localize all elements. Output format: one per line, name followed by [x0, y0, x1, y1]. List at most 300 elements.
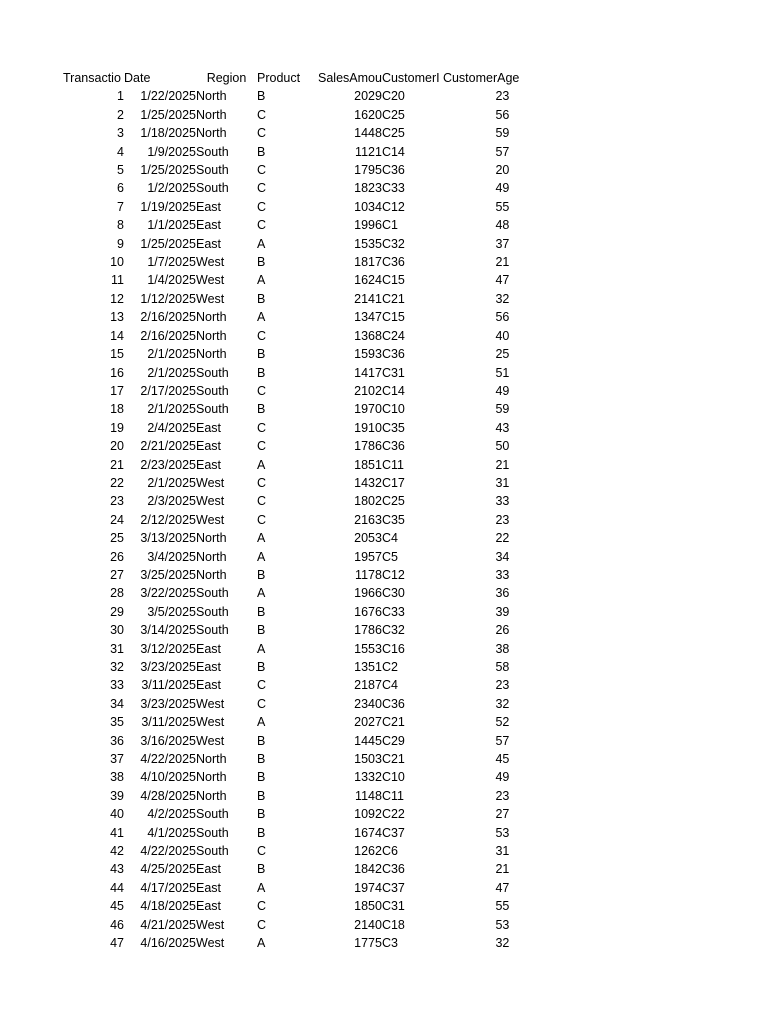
cell-date[interactable]: 4/10/2025 — [140, 770, 196, 785]
cell-region[interactable]: East — [196, 420, 222, 435]
cell-customer-age[interactable]: 55 — [495, 899, 510, 914]
cell-region[interactable]: West — [196, 475, 225, 490]
cell-product[interactable]: A — [257, 457, 266, 472]
cell-customer-id[interactable]: C30 — [381, 586, 405, 601]
cell-region[interactable]: South — [196, 163, 229, 178]
cell-transaction-id[interactable]: 29 — [110, 604, 124, 619]
cell-sales-amount[interactable]: 2027 — [354, 715, 382, 730]
cell-date[interactable]: 4/22/2025 — [140, 752, 196, 767]
cell-customer-age[interactable]: 53 — [495, 825, 510, 840]
cell-date[interactable]: 1/4/2025 — [147, 273, 196, 288]
cell-sales-amount[interactable]: 1974 — [354, 880, 382, 895]
cell-customer-id[interactable]: C33 — [381, 181, 405, 196]
cell-date[interactable]: 3/16/2025 — [140, 733, 196, 748]
cell-customer-age[interactable]: 49 — [495, 770, 510, 785]
cell-transaction-id[interactable]: 23 — [110, 494, 124, 509]
cell-customer-age[interactable]: 59 — [495, 402, 510, 417]
cell-sales-amount[interactable]: 1593 — [354, 347, 382, 362]
cell-sales-amount[interactable]: 1535 — [354, 236, 382, 251]
cell-region[interactable]: South — [196, 623, 229, 638]
cell-region[interactable]: North — [196, 567, 227, 582]
cell-date[interactable]: 4/22/2025 — [140, 844, 196, 859]
cell-customer-id[interactable]: C36 — [381, 439, 405, 454]
cell-product[interactable]: C — [257, 199, 267, 214]
cell-region[interactable]: North — [196, 531, 227, 546]
cell-product[interactable]: C — [257, 218, 267, 233]
cell-customer-id[interactable]: C25 — [381, 126, 405, 141]
cell-customer-age[interactable]: 32 — [495, 936, 510, 951]
cell-region[interactable]: South — [196, 807, 229, 822]
cell-transaction-id[interactable]: 19 — [110, 420, 124, 435]
cell-sales-amount[interactable]: 1092 — [354, 807, 382, 822]
cell-product[interactable]: C — [257, 917, 267, 932]
cell-transaction-id[interactable]: 6 — [117, 181, 124, 196]
cell-date[interactable]: 2/1/2025 — [147, 402, 196, 417]
cell-customer-age[interactable]: 50 — [495, 439, 510, 454]
cell-product[interactable]: A — [257, 715, 266, 730]
cell-date[interactable]: 4/16/2025 — [140, 936, 196, 951]
cell-sales-amount[interactable]: 1148 — [355, 788, 382, 803]
cell-transaction-id[interactable]: 24 — [110, 512, 124, 527]
cell-sales-amount[interactable]: 1417 — [354, 365, 382, 380]
cell-date[interactable]: 1/2/2025 — [147, 181, 196, 196]
cell-sales-amount[interactable]: 1775 — [354, 936, 382, 951]
cell-customer-age[interactable]: 55 — [495, 199, 510, 214]
cell-customer-age[interactable]: 32 — [495, 291, 510, 306]
cell-date[interactable]: 1/25/2025 — [140, 163, 196, 178]
cell-date[interactable]: 1/1/2025 — [147, 218, 196, 233]
cell-transaction-id[interactable]: 12 — [110, 291, 124, 306]
cell-region[interactable]: West — [196, 715, 225, 730]
cell-customer-id[interactable]: C21 — [381, 291, 405, 306]
cell-customer-id[interactable]: C36 — [381, 163, 405, 178]
cell-sales-amount[interactable]: 1910 — [354, 420, 382, 435]
cell-product[interactable]: B — [257, 862, 266, 877]
cell-customer-age[interactable]: 51 — [495, 365, 510, 380]
cell-date[interactable]: 2/4/2025 — [147, 420, 196, 435]
cell-sales-amount[interactable]: 1262 — [354, 844, 382, 859]
cell-date[interactable]: 4/25/2025 — [140, 862, 196, 877]
cell-customer-id[interactable]: C2 — [381, 660, 398, 674]
cell-region[interactable]: East — [196, 439, 222, 454]
cell-region[interactable]: East — [196, 218, 222, 233]
cell-product[interactable]: C — [257, 844, 267, 859]
cell-date[interactable]: 1/12/2025 — [140, 291, 196, 306]
cell-transaction-id[interactable]: 28 — [110, 586, 124, 601]
cell-customer-age[interactable]: 58 — [495, 660, 510, 674]
cell-customer-id[interactable]: C35 — [381, 420, 405, 435]
cell-region[interactable]: East — [196, 899, 222, 914]
cell-sales-amount[interactable]: 2102 — [354, 383, 382, 398]
cell-region[interactable]: South — [196, 365, 229, 380]
cell-transaction-id[interactable]: 7 — [117, 199, 124, 214]
cell-transaction-id[interactable]: 25 — [110, 531, 124, 546]
cell-date[interactable]: 3/11/2025 — [141, 715, 196, 730]
cell-date[interactable]: 2/23/2025 — [140, 457, 196, 472]
cell-customer-age[interactable]: 59 — [495, 126, 510, 141]
cell-transaction-id[interactable]: 3 — [117, 126, 124, 141]
cell-region[interactable]: South — [196, 844, 229, 859]
cell-region[interactable]: West — [196, 696, 225, 711]
cell-region[interactable]: West — [196, 917, 225, 932]
cell-product[interactable]: A — [257, 531, 266, 546]
cell-date[interactable]: 2/1/2025 — [147, 347, 196, 362]
cell-product[interactable]: A — [257, 273, 266, 288]
cell-product[interactable]: C — [257, 696, 267, 711]
cell-product[interactable]: B — [257, 402, 266, 417]
cell-sales-amount[interactable]: 1786 — [354, 439, 382, 454]
cell-product[interactable]: A — [257, 641, 266, 656]
cell-customer-id[interactable]: C32 — [381, 236, 405, 251]
cell-customer-age[interactable]: 21 — [495, 457, 510, 472]
cell-region[interactable]: East — [196, 236, 222, 251]
cell-sales-amount[interactable]: 1347 — [354, 310, 382, 325]
cell-date[interactable]: 3/4/2025 — [147, 549, 196, 564]
cell-product[interactable]: C — [257, 899, 267, 914]
cell-transaction-id[interactable]: 43 — [110, 862, 124, 877]
cell-customer-id[interactable]: C37 — [381, 825, 405, 840]
cell-product[interactable]: A — [257, 586, 266, 601]
cell-transaction-id[interactable]: 33 — [110, 678, 124, 693]
cell-transaction-id[interactable]: 32 — [110, 660, 124, 674]
cell-customer-id[interactable]: C11 — [381, 457, 404, 472]
cell-transaction-id[interactable]: 27 — [110, 567, 124, 582]
cell-transaction-id[interactable]: 4 — [117, 144, 124, 159]
cell-product[interactable]: C — [257, 475, 267, 490]
cell-date[interactable]: 4/2/2025 — [147, 807, 196, 822]
cell-customer-id[interactable]: C37 — [381, 880, 405, 895]
cell-date[interactable]: 3/14/2025 — [140, 623, 196, 638]
cell-customer-age[interactable]: 38 — [495, 641, 510, 656]
cell-transaction-id[interactable]: 17 — [110, 383, 124, 398]
cell-sales-amount[interactable]: 1970 — [354, 402, 382, 417]
cell-customer-age[interactable]: 52 — [495, 715, 510, 730]
cell-transaction-id[interactable]: 39 — [110, 788, 124, 803]
cell-product[interactable]: B — [257, 291, 266, 306]
cell-customer-age[interactable]: 23 — [495, 512, 510, 527]
cell-transaction-id[interactable]: 42 — [110, 844, 124, 859]
cell-region[interactable]: West — [196, 494, 225, 509]
cell-transaction-id[interactable]: 36 — [110, 733, 124, 748]
cell-date[interactable]: 3/12/2025 — [140, 641, 196, 656]
cell-date[interactable]: 1/25/2025 — [140, 236, 196, 251]
cell-product[interactable]: B — [257, 752, 266, 767]
cell-customer-age[interactable]: 34 — [495, 549, 510, 564]
cell-region[interactable]: West — [196, 291, 225, 306]
cell-customer-id[interactable]: C14 — [381, 383, 405, 398]
cell-sales-amount[interactable]: 1957 — [354, 549, 382, 564]
cell-transaction-id[interactable]: 38 — [110, 770, 124, 785]
cell-customer-id[interactable]: C17 — [381, 475, 405, 490]
cell-product[interactable]: B — [257, 89, 266, 104]
cell-customer-id[interactable]: C21 — [381, 715, 405, 730]
cell-customer-id[interactable]: C15 — [381, 310, 405, 325]
cell-customer-age[interactable]: 33 — [495, 567, 510, 582]
cell-customer-age[interactable]: 56 — [495, 310, 510, 325]
cell-region[interactable]: East — [196, 880, 222, 895]
cell-sales-amount[interactable]: 1121 — [355, 144, 382, 159]
header-customer-id[interactable]: CustomerI — [381, 71, 440, 85]
cell-sales-amount[interactable]: 1620 — [354, 107, 382, 122]
cell-customer-id[interactable]: C36 — [381, 696, 405, 711]
cell-product[interactable]: C — [257, 420, 267, 435]
cell-sales-amount[interactable]: 1553 — [354, 641, 382, 656]
cell-product[interactable]: C — [257, 512, 267, 527]
cell-sales-amount[interactable]: 1503 — [354, 752, 382, 767]
cell-date[interactable]: 3/22/2025 — [140, 586, 196, 601]
cell-customer-age[interactable]: 48 — [495, 218, 510, 233]
cell-sales-amount[interactable]: 1448 — [354, 126, 382, 141]
cell-customer-age[interactable]: 53 — [495, 917, 510, 932]
cell-transaction-id[interactable]: 22 — [110, 475, 124, 490]
cell-region[interactable]: East — [196, 862, 222, 877]
cell-customer-id[interactable]: C31 — [381, 899, 405, 914]
cell-product[interactable]: C — [257, 126, 267, 141]
cell-product[interactable]: C — [257, 494, 267, 509]
cell-transaction-id[interactable]: 10 — [110, 255, 124, 270]
cell-transaction-id[interactable]: 11 — [111, 273, 124, 288]
cell-customer-age[interactable]: 57 — [495, 733, 510, 748]
cell-sales-amount[interactable]: 1624 — [354, 273, 382, 288]
cell-region[interactable]: North — [196, 126, 227, 141]
cell-region[interactable]: South — [196, 604, 229, 619]
cell-customer-age[interactable]: 21 — [495, 255, 510, 270]
cell-customer-age[interactable]: 57 — [495, 144, 510, 159]
cell-customer-id[interactable]: C10 — [381, 770, 405, 785]
cell-product[interactable]: B — [257, 604, 266, 619]
cell-customer-age[interactable]: 45 — [495, 752, 510, 767]
cell-region[interactable]: North — [196, 107, 227, 122]
cell-product[interactable]: B — [257, 144, 266, 159]
cell-date[interactable]: 4/21/2025 — [140, 917, 196, 932]
cell-transaction-id[interactable]: 44 — [110, 880, 124, 895]
cell-transaction-id[interactable]: 1 — [117, 89, 124, 104]
cell-customer-id[interactable]: C18 — [381, 917, 405, 932]
cell-region[interactable]: North — [196, 310, 227, 325]
cell-customer-id[interactable]: C25 — [381, 494, 405, 509]
cell-date[interactable]: 2/3/2025 — [147, 494, 196, 509]
cell-sales-amount[interactable]: 2163 — [354, 512, 382, 527]
cell-region[interactable]: North — [196, 752, 227, 767]
cell-transaction-id[interactable]: 37 — [110, 752, 124, 767]
cell-customer-id[interactable]: C33 — [381, 604, 405, 619]
cell-customer-id[interactable]: C6 — [381, 844, 398, 859]
cell-date[interactable]: 1/19/2025 — [140, 199, 196, 214]
cell-customer-age[interactable]: 23 — [495, 89, 510, 104]
cell-transaction-id[interactable]: 5 — [117, 163, 124, 178]
cell-customer-id[interactable]: C16 — [381, 641, 405, 656]
cell-product[interactable]: C — [257, 439, 267, 454]
cell-transaction-id[interactable]: 34 — [110, 696, 124, 711]
cell-customer-id[interactable]: C29 — [381, 733, 405, 748]
cell-sales-amount[interactable]: 1851 — [354, 457, 382, 472]
cell-sales-amount[interactable]: 1445 — [354, 733, 382, 748]
cell-customer-id[interactable]: C14 — [381, 144, 405, 159]
cell-product[interactable]: B — [257, 660, 266, 674]
cell-region[interactable]: South — [196, 144, 229, 159]
cell-date[interactable]: 3/23/2025 — [140, 696, 196, 711]
cell-sales-amount[interactable]: 1432 — [354, 475, 382, 490]
cell-date[interactable]: 1/9/2025 — [147, 144, 196, 159]
cell-region[interactable]: West — [196, 733, 225, 748]
cell-customer-id[interactable]: C1 — [381, 218, 398, 233]
cell-region[interactable]: East — [196, 660, 222, 674]
cell-date[interactable]: 1/25/2025 — [140, 107, 196, 122]
cell-product[interactable]: C — [257, 163, 267, 178]
cell-date[interactable]: 2/16/2025 — [140, 310, 196, 325]
cell-customer-age[interactable]: 56 — [495, 107, 510, 122]
cell-region[interactable]: West — [196, 273, 225, 288]
cell-date[interactable]: 2/1/2025 — [147, 365, 196, 380]
cell-customer-age[interactable]: 23 — [495, 678, 510, 693]
cell-customer-age[interactable]: 21 — [495, 862, 510, 877]
header-product[interactable]: Product — [257, 71, 301, 85]
cell-sales-amount[interactable]: 1817 — [354, 255, 382, 270]
cell-customer-age[interactable]: 47 — [495, 880, 510, 895]
cell-customer-id[interactable]: C15 — [381, 273, 405, 288]
cell-date[interactable]: 4/17/2025 — [140, 880, 196, 895]
cell-customer-id[interactable]: C35 — [381, 512, 405, 527]
cell-transaction-id[interactable]: 21 — [110, 457, 124, 472]
cell-date[interactable]: 4/1/2025 — [147, 825, 196, 840]
cell-customer-age[interactable]: 32 — [495, 696, 510, 711]
cell-customer-id[interactable]: C32 — [381, 623, 405, 638]
cell-product[interactable]: B — [257, 733, 266, 748]
cell-customer-id[interactable]: C20 — [381, 89, 405, 104]
cell-sales-amount[interactable]: 1966 — [354, 586, 382, 601]
cell-date[interactable]: 1/18/2025 — [140, 126, 196, 141]
cell-region[interactable]: East — [196, 199, 222, 214]
cell-product[interactable]: B — [257, 807, 266, 822]
cell-region[interactable]: North — [196, 89, 227, 104]
cell-sales-amount[interactable]: 1802 — [354, 494, 382, 509]
cell-product[interactable]: C — [257, 383, 267, 398]
cell-region[interactable]: East — [196, 641, 222, 656]
cell-sales-amount[interactable]: 1178 — [355, 567, 382, 582]
cell-sales-amount[interactable]: 1351 — [354, 660, 382, 674]
cell-sales-amount[interactable]: 1786 — [354, 623, 382, 638]
cell-region[interactable]: South — [196, 402, 229, 417]
cell-sales-amount[interactable]: 1823 — [354, 181, 382, 196]
cell-product[interactable]: A — [257, 310, 266, 325]
cell-date[interactable]: 2/16/2025 — [140, 328, 196, 343]
cell-product[interactable]: A — [257, 936, 266, 951]
cell-transaction-id[interactable]: 30 — [110, 623, 124, 638]
cell-product[interactable]: C — [257, 181, 267, 196]
cell-customer-id[interactable]: C12 — [381, 199, 405, 214]
cell-sales-amount[interactable]: 2187 — [354, 678, 382, 693]
cell-date[interactable]: 3/25/2025 — [140, 567, 196, 582]
cell-product[interactable]: B — [257, 567, 266, 582]
cell-product[interactable]: B — [257, 788, 266, 803]
cell-customer-age[interactable]: 49 — [495, 181, 510, 196]
cell-transaction-id[interactable]: 14 — [110, 328, 124, 343]
cell-date[interactable]: 3/23/2025 — [140, 660, 196, 674]
cell-date[interactable]: 3/11/2025 — [141, 678, 196, 693]
cell-product[interactable]: B — [257, 825, 266, 840]
cell-customer-id[interactable]: C5 — [381, 549, 398, 564]
cell-region[interactable]: North — [196, 770, 227, 785]
cell-sales-amount[interactable]: 1850 — [354, 899, 382, 914]
cell-region[interactable]: South — [196, 181, 229, 196]
cell-sales-amount[interactable]: 1795 — [354, 163, 382, 178]
cell-transaction-id[interactable]: 15 — [110, 347, 124, 362]
cell-transaction-id[interactable]: 16 — [110, 365, 124, 380]
cell-transaction-id[interactable]: 31 — [110, 641, 124, 656]
cell-date[interactable]: 4/28/2025 — [140, 788, 196, 803]
cell-date[interactable]: 2/21/2025 — [140, 439, 196, 454]
cell-customer-age[interactable]: 22 — [495, 531, 510, 546]
cell-sales-amount[interactable]: 2340 — [354, 696, 382, 711]
cell-region[interactable]: West — [196, 936, 225, 951]
cell-customer-age[interactable]: 37 — [495, 236, 510, 251]
cell-product[interactable]: B — [257, 255, 266, 270]
cell-product[interactable]: B — [257, 365, 266, 380]
cell-date[interactable]: 2/17/2025 — [140, 383, 196, 398]
cell-product[interactable]: A — [257, 236, 266, 251]
cell-customer-age[interactable]: 25 — [495, 347, 510, 362]
cell-date[interactable]: 3/13/2025 — [140, 531, 196, 546]
cell-transaction-id[interactable]: 2 — [117, 107, 124, 122]
cell-customer-age[interactable]: 49 — [495, 383, 510, 398]
cell-product[interactable]: A — [257, 880, 266, 895]
cell-sales-amount[interactable]: 2029 — [354, 89, 382, 104]
cell-customer-id[interactable]: C10 — [381, 402, 405, 417]
cell-product[interactable]: B — [257, 347, 266, 362]
cell-product[interactable]: A — [257, 549, 266, 564]
cell-sales-amount[interactable]: 1842 — [354, 862, 382, 877]
cell-customer-id[interactable]: C31 — [381, 365, 405, 380]
cell-product[interactable]: C — [257, 107, 267, 122]
cell-customer-id[interactable]: C36 — [381, 255, 405, 270]
cell-region[interactable]: East — [196, 678, 222, 693]
cell-date[interactable]: 2/1/2025 — [147, 475, 196, 490]
cell-region[interactable]: South — [196, 825, 229, 840]
cell-region[interactable]: North — [196, 788, 227, 803]
cell-date[interactable]: 2/12/2025 — [140, 512, 196, 527]
cell-region[interactable]: West — [196, 255, 225, 270]
cell-product[interactable]: C — [257, 328, 267, 343]
header-region[interactable]: Region — [206, 71, 247, 85]
cell-region[interactable]: North — [196, 347, 227, 362]
cell-transaction-id[interactable]: 41 — [110, 825, 124, 840]
cell-region[interactable]: North — [196, 549, 227, 564]
cell-transaction-id[interactable]: 35 — [110, 715, 124, 730]
cell-sales-amount[interactable]: 1674 — [354, 825, 382, 840]
cell-region[interactable]: North — [196, 328, 227, 343]
cell-transaction-id[interactable]: 40 — [110, 807, 124, 822]
cell-customer-age[interactable]: 47 — [495, 273, 510, 288]
cell-customer-age[interactable]: 40 — [495, 328, 510, 343]
cell-region[interactable]: East — [196, 457, 222, 472]
cell-sales-amount[interactable]: 2140 — [354, 917, 382, 932]
cell-date[interactable]: 4/18/2025 — [140, 899, 196, 914]
cell-product[interactable]: B — [257, 623, 266, 638]
cell-transaction-id[interactable]: 13 — [110, 310, 124, 325]
cell-customer-age[interactable]: 26 — [495, 623, 510, 638]
cell-customer-age[interactable]: 23 — [495, 788, 510, 803]
cell-customer-age[interactable]: 20 — [495, 163, 510, 178]
cell-customer-age[interactable]: 43 — [495, 420, 510, 435]
cell-customer-id[interactable]: C4 — [381, 531, 398, 546]
cell-sales-amount[interactable]: 1332 — [354, 770, 382, 785]
cell-customer-id[interactable]: C21 — [381, 752, 405, 767]
cell-customer-age[interactable]: 27 — [495, 807, 510, 822]
cell-region[interactable]: South — [196, 383, 229, 398]
cell-sales-amount[interactable]: 1996 — [354, 218, 382, 233]
cell-customer-id[interactable]: C12 — [381, 567, 405, 582]
cell-customer-age[interactable]: 36 — [495, 586, 510, 601]
